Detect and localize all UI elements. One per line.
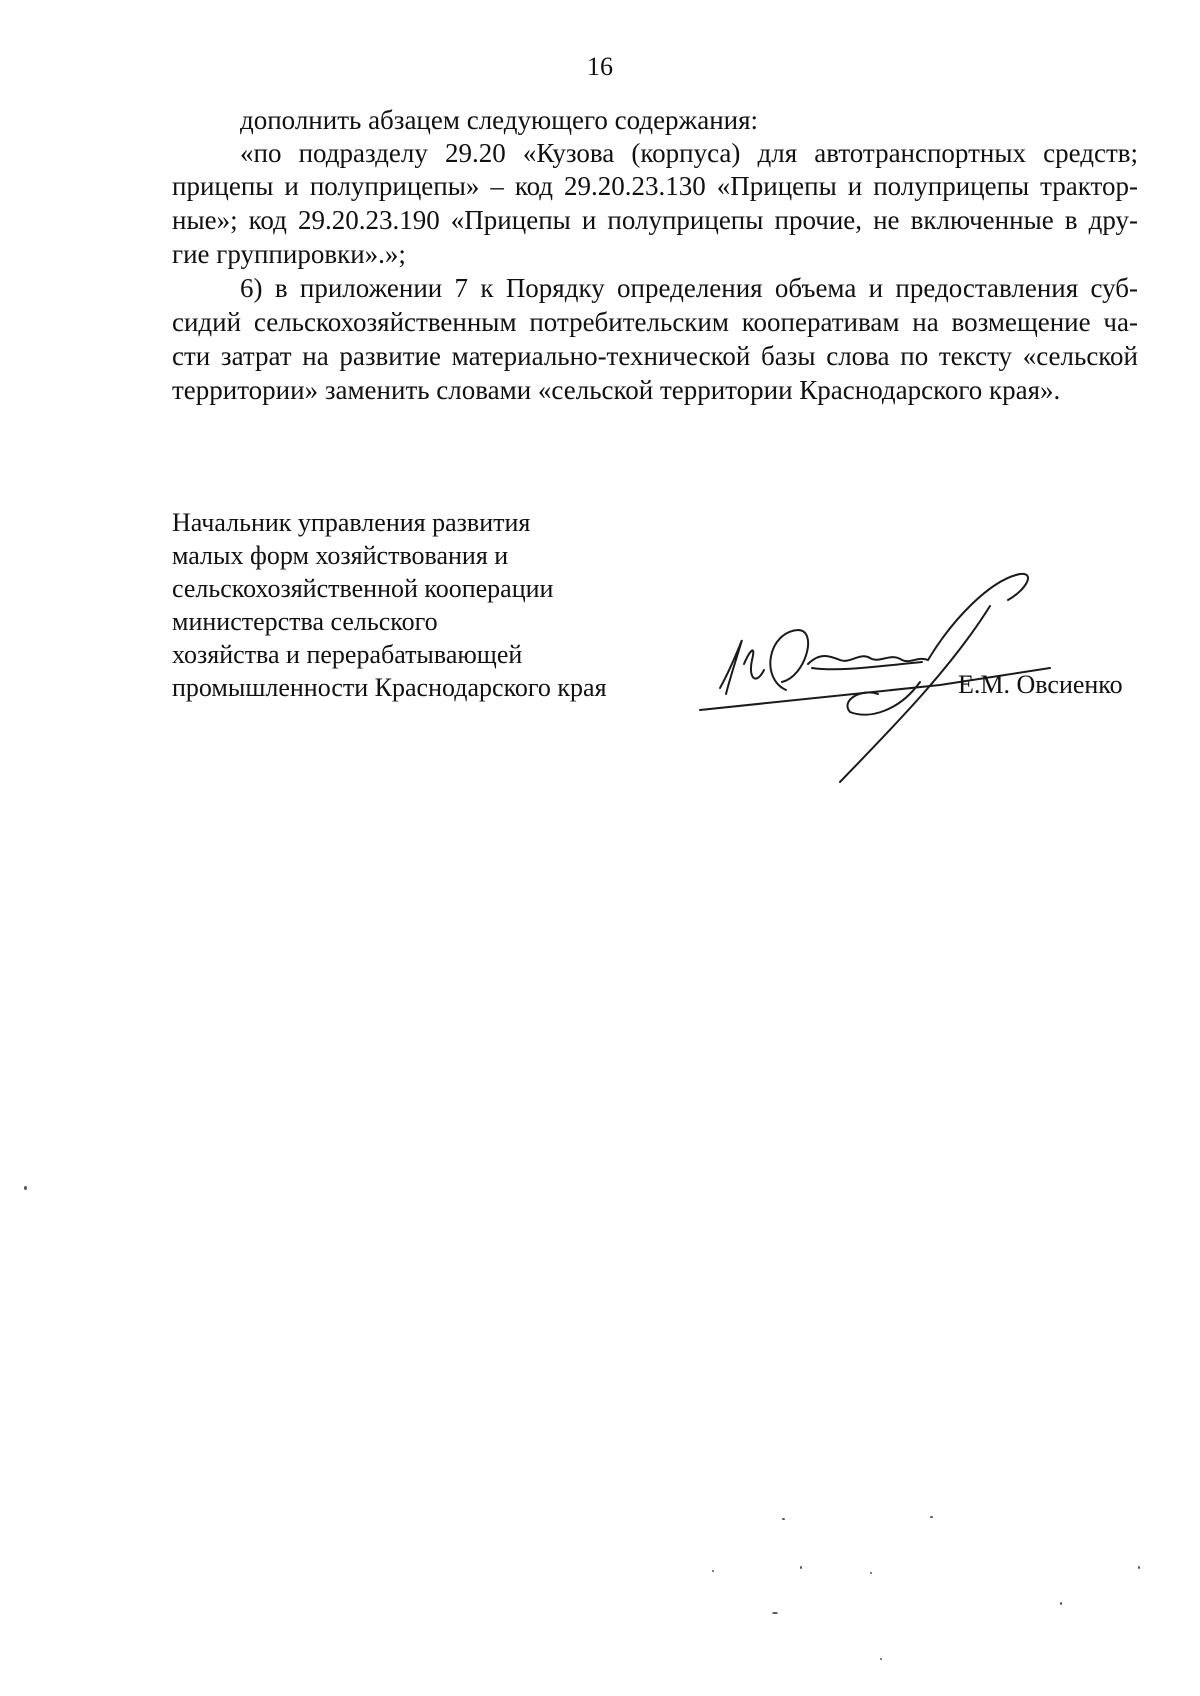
scan-speck bbox=[870, 1572, 872, 1574]
body-line: «по подразделу 29.20 «Кузова (корпуса) для автотранспортных средств; bbox=[240, 138, 1138, 168]
body-line: дополнить абзацем следующего содержания: bbox=[240, 105, 759, 135]
position-line: хозяйства и перерабатывающей bbox=[172, 640, 523, 669]
body-line: ные»; код 29.20.23.190 «Прицепы и полуприцепы прочие, не включенные в дру- bbox=[172, 205, 1138, 235]
body-line: сидий сельскохозяйственным потребительским кооперативам на возмещение ча- bbox=[172, 307, 1138, 337]
body-line: прицепы и полуприцепы» – код 29.20.23.130 «Прицепы и полуприцепы трактор- bbox=[172, 171, 1138, 201]
position-line: сельскохозяйственной кооперации bbox=[172, 574, 554, 603]
scan-speck bbox=[772, 1612, 778, 1614]
scan-speck bbox=[1138, 1566, 1140, 1569]
body-line: 6) в приложении 7 к Порядку определения объема и предоставления суб- bbox=[240, 273, 1138, 303]
body-line: гие группировки».»; bbox=[172, 239, 406, 269]
page-number: 16 bbox=[587, 52, 613, 81]
scan-speck bbox=[24, 1186, 27, 1190]
body-line: сти затрат на развитие материально-технической базы слова по тексту «сельской bbox=[172, 341, 1138, 371]
scan-speck bbox=[880, 1658, 882, 1660]
body-line: территории» заменить словами «сельской территории Краснодарского края». bbox=[172, 375, 1061, 405]
scan-speck bbox=[782, 1518, 785, 1520]
scan-speck bbox=[930, 1516, 933, 1518]
position-line: Начальник управления развития bbox=[172, 508, 531, 537]
position-line: промышленности Краснодарского края bbox=[172, 673, 607, 702]
scan-speck bbox=[1060, 1602, 1062, 1605]
position-line: малых форм хозяйствования и bbox=[172, 541, 509, 570]
signatory-name: Е.М. Овсиенко bbox=[958, 670, 1123, 699]
scan-speck bbox=[712, 1570, 714, 1572]
scan-speck bbox=[800, 1566, 802, 1569]
position-line: министерства сельского bbox=[172, 607, 438, 636]
